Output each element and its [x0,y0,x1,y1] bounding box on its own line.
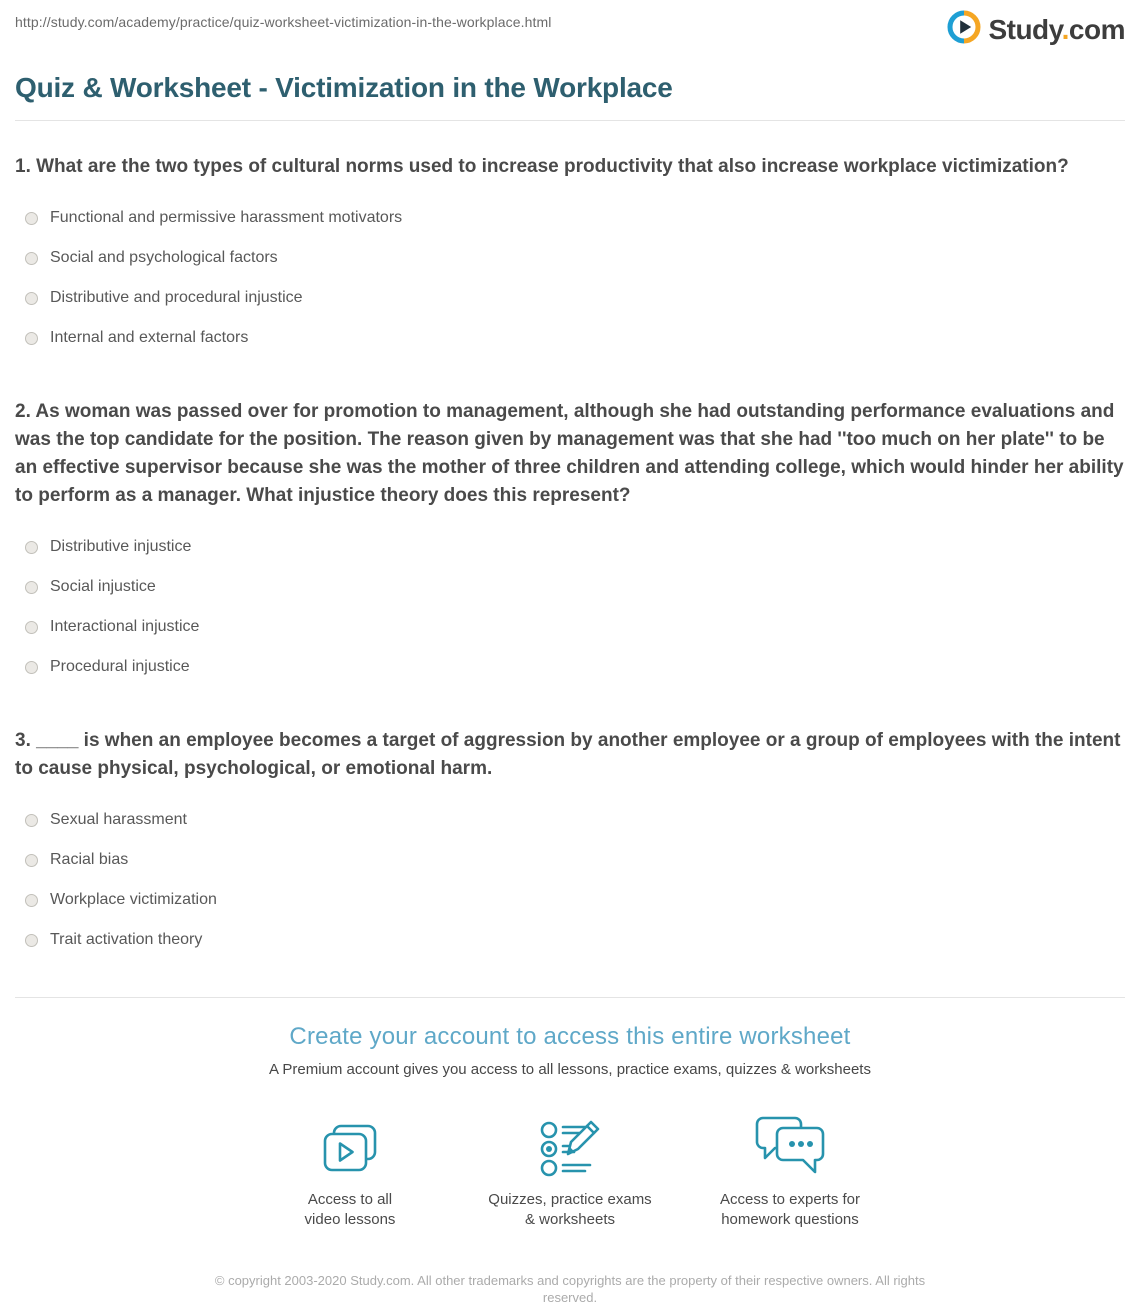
page-title: Quiz & Worksheet - Victimization in the Workplace [15,72,673,103]
question-3-text: 3. ____ is when an employee becomes a target of aggression by another employee or a group of employees with the intent to cause physical, psychological, or emotional harm. [15,730,1121,779]
answer-option[interactable] [15,890,1125,910]
option-label[interactable]: Trait activation theory [50,931,203,948]
feature-label-line1: Quizzes, practice exams [488,1191,652,1208]
option-label[interactable]: Distributive and procedural injustice [50,289,303,306]
option-label[interactable]: Procedural injustice [50,658,190,675]
option-label[interactable]: Social injustice [50,578,156,595]
feature-label-line2: & worksheets [524,1211,616,1228]
radio-button-icon[interactable] [25,814,38,827]
question-3-block [15,727,1125,950]
radio-button-icon[interactable] [25,292,38,305]
cta-subheading: A Premium account gives you access to all lessons, practice exams, quizzes & worksheets [269,1061,871,1078]
radio-button-icon[interactable] [25,541,38,554]
page-header [0,0,1140,52]
answer-option[interactable] [15,208,1125,228]
quizzes-worksheets-icon [460,1112,680,1178]
feature-label [680,1190,900,1230]
radio-button-icon[interactable] [25,934,38,947]
create-account-section [15,1023,1125,1230]
option-label[interactable]: Distributive injustice [50,538,192,555]
option-label[interactable]: Functional and permissive harassment motivators [50,209,403,226]
radio-button-icon[interactable] [25,621,38,634]
feature-label-line1: Access to all [307,1191,393,1208]
answer-option[interactable] [15,617,1125,637]
option-label[interactable]: Social and psychological factors [50,249,278,266]
page-footer [15,1272,1125,1306]
question-1-options [15,208,1125,348]
features-row [15,1112,1125,1230]
chat-experts-icon [680,1112,900,1178]
copyright-text: © copyright 2003-2020 Study.com. All other trademarks and copyrights are the property of their respective owners. All rights reserved. [214,1273,926,1305]
radio-button-icon[interactable] [25,854,38,867]
video-lessons-icon [240,1112,460,1178]
divider [15,120,1125,121]
page-url: http://study.com/academy/practice/quiz-worksheet-victimization-in-the-workplace.html [15,14,552,30]
logo-dot: . [1061,13,1069,45]
answer-option[interactable] [15,810,1125,830]
studycom-logo[interactable] [947,10,1125,49]
answer-option[interactable] [15,328,1125,348]
logo-com: com [1068,13,1125,45]
option-label[interactable]: Interactional injustice [50,618,200,635]
question-2-text: 2. As woman was passed over for promotion to management, although she had outstanding performance evaluations and was the top candidate for the position. The reason given by management was that she had ''too much on her plate'' to be an effective supervisor because she was the mother of three children and attending college, which would hinder her ability to perform as a manager. What injustice theory does this represent? [15,401,1124,506]
question-1-text: 1. What are the two types of cultural norms used to increase productivity that also increase workplace victimization? [15,156,1069,177]
feature-label-line1: Access to experts for [719,1191,861,1208]
cta-heading: Create your account to access this entire worksheet [289,1023,851,1050]
answer-option[interactable] [15,248,1125,268]
radio-button-icon[interactable] [25,894,38,907]
radio-button-icon[interactable] [25,581,38,594]
logo-study: Study [988,13,1062,45]
feature-label-line2: video lessons [304,1211,396,1228]
feature-homework-experts [680,1112,900,1230]
answer-option[interactable] [15,288,1125,308]
question-1-block [15,153,1125,348]
feature-label [460,1190,680,1230]
play-circle-icon [947,10,981,49]
radio-button-icon[interactable] [25,252,38,265]
answer-option[interactable] [15,657,1125,677]
answer-option[interactable] [15,850,1125,870]
question-2-options [15,537,1125,677]
logo-text [988,14,1125,46]
radio-button-icon[interactable] [25,661,38,674]
option-label[interactable]: Sexual harassment [50,811,187,828]
option-label[interactable]: Workplace victimization [50,891,217,908]
divider [15,997,1125,998]
radio-button-icon[interactable] [25,212,38,225]
option-label[interactable]: Internal and external factors [50,329,249,346]
radio-button-icon[interactable] [25,332,38,345]
feature-label-line2: homework questions [721,1211,859,1228]
feature-video-lessons [240,1112,460,1230]
answer-option[interactable] [15,577,1125,597]
question-2-block [15,398,1125,677]
question-3-options [15,810,1125,950]
answer-option[interactable] [15,930,1125,950]
answer-option[interactable] [15,537,1125,557]
feature-quizzes-worksheets [460,1112,680,1230]
feature-label [240,1190,460,1230]
option-label[interactable]: Racial bias [50,851,129,868]
